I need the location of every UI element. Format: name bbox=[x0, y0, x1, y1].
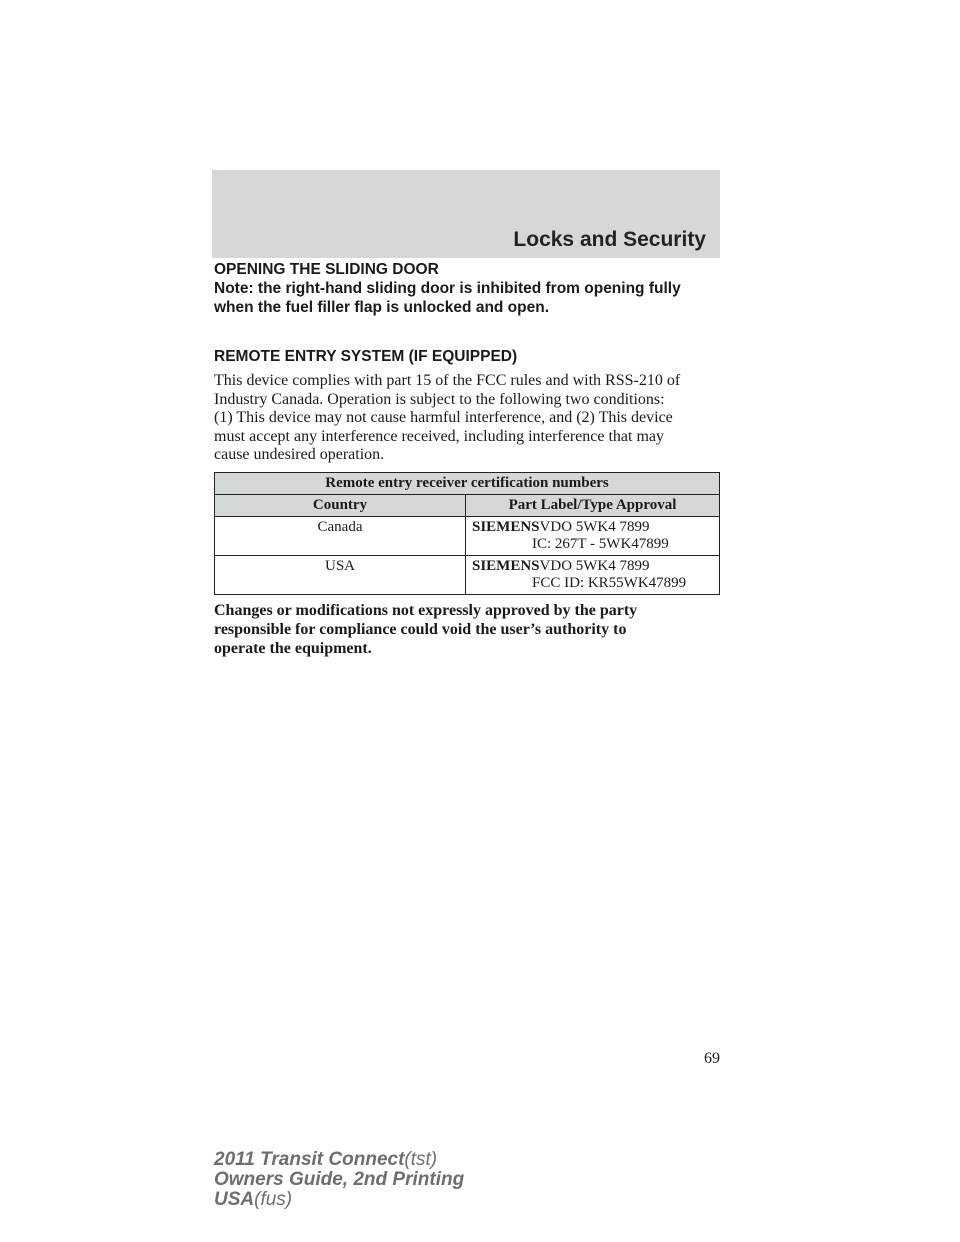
section-header-band bbox=[212, 170, 720, 258]
column-header-country: Country bbox=[215, 494, 466, 516]
footer-line bbox=[214, 1190, 464, 1210]
country-cell: USA bbox=[215, 555, 466, 594]
remote-entry-text-line: This device complies with part 15 of the FCC rules and with RSS-210 of bbox=[214, 372, 681, 389]
remote-entry-text-line: cause undesired operation. bbox=[214, 446, 385, 464]
footer-vehicle-code: (tst) bbox=[404, 1149, 438, 1170]
certification-table bbox=[214, 472, 720, 595]
table-caption: Remote entry receiver certification numbers bbox=[215, 472, 720, 494]
model-number: VDO 5WK4 7899 bbox=[539, 518, 650, 535]
brand-name: SIEMENS bbox=[472, 518, 540, 535]
compliance-warning-line: responsible for compliance could void the user’s authority to bbox=[214, 620, 627, 638]
column-header-part-label: Part Label/Type Approval bbox=[466, 494, 720, 516]
compliance-warning-line: operate the equipment. bbox=[214, 639, 372, 657]
table-row bbox=[215, 516, 720, 555]
remote-entry-text-line: (1) This device may not cause harmful interference, and (2) This device bbox=[214, 409, 673, 427]
footer-vehicle: 2011 Transit Connect bbox=[214, 1149, 405, 1170]
remote-entry-text-line: must accept any interference received, including interference that may bbox=[214, 427, 664, 445]
part-label-cell bbox=[466, 516, 720, 555]
sliding-door-note-line: Note: the right-hand sliding door is inhibited from opening fully bbox=[214, 280, 681, 297]
table-header-row bbox=[215, 494, 720, 516]
table-caption-row bbox=[215, 472, 720, 494]
certification-id: FCC ID: KR55WK47899 bbox=[532, 574, 687, 591]
brand-name: SIEMENS bbox=[472, 557, 540, 574]
model-number: VDO 5WK4 7899 bbox=[539, 557, 650, 574]
remote-entry-heading: REMOTE ENTRY SYSTEM (IF EQUIPPED) bbox=[214, 348, 518, 365]
table-row bbox=[215, 555, 720, 594]
footer-line bbox=[214, 1150, 464, 1170]
sliding-door-note-line: when the fuel filler flap is unlocked and open. bbox=[214, 299, 550, 316]
page-number: 69 bbox=[704, 1050, 720, 1067]
country-cell: Canada bbox=[215, 516, 466, 555]
footer-guide: Owners Guide, 2nd Printing bbox=[214, 1169, 465, 1190]
footer-line bbox=[214, 1170, 464, 1190]
footer-market: USA bbox=[214, 1189, 255, 1210]
sliding-door-heading: OPENING THE SLIDING DOOR bbox=[214, 261, 439, 278]
footer-market-code: (fus) bbox=[254, 1189, 293, 1210]
certification-id: IC: 267T - 5WK47899 bbox=[532, 535, 669, 552]
page-content bbox=[214, 260, 722, 658]
section-title: Locks and Security bbox=[513, 228, 706, 251]
part-label-cell bbox=[466, 555, 720, 594]
compliance-warning-line: Changes or modifications not expressly approved by the party bbox=[214, 601, 638, 619]
remote-entry-text-line: Industry Canada. Operation is subject to the following two conditions: bbox=[214, 390, 665, 408]
footer bbox=[214, 1150, 464, 1210]
